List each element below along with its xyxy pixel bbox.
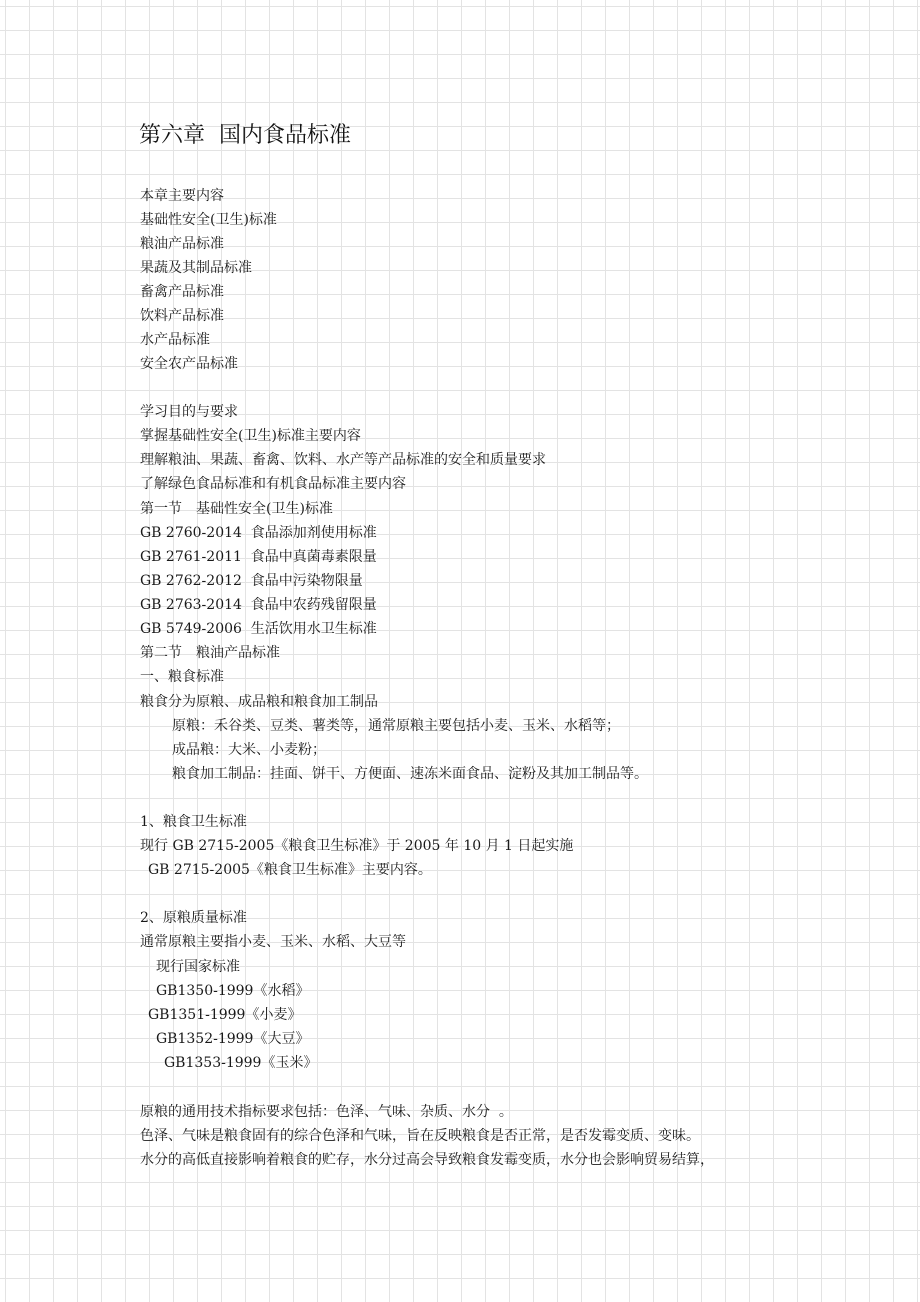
objective-item: 理解粮油、果蔬、畜禽、饮料、水产等产品标准的安全和质量要求: [140, 452, 546, 468]
standard-item: GB 2763-2014 食品中农药残留限量: [140, 597, 377, 613]
contents-item: 粮油产品标准: [140, 236, 224, 252]
contents-item: 水产品标准: [140, 332, 210, 348]
standard-item: GB1352-1999《大豆》: [156, 1031, 310, 1047]
standard-item: GB 2760-2014 食品添加剂使用标准: [140, 525, 377, 541]
standard-item: GB 2761-2011 食品中真菌毒素限量: [140, 549, 377, 565]
objective-item: 了解绿色食品标准和有机食品标准主要内容: [140, 476, 406, 492]
subsection-heading: 2、原粮质量标准: [140, 910, 247, 926]
section-heading-2: 第二节 粮油产品标准: [140, 645, 280, 661]
paragraph-line-indented: 原粮：禾谷类、豆类、薯类等，通常原粮主要包括小麦、玉米、水稻等；: [172, 718, 620, 734]
paragraph-line-indented: 现行国家标准: [156, 959, 240, 975]
paragraph-line: 粮食分为原粮、成品粮和粮食加工制品: [140, 694, 378, 710]
paragraph-line-indented: GB 2715-2005《粮食卫生标准》主要内容。: [148, 862, 432, 878]
standard-item: GB 5749-2006 生活饮用水卫生标准: [140, 621, 377, 637]
paragraph-line: 通常原粮主要指小麦、玉米、水稻、大豆等: [140, 934, 406, 950]
standard-item: GB1351-1999《小麦》: [148, 1007, 302, 1023]
contents-item: 安全农产品标准: [140, 356, 238, 372]
chapter-title: 第六章 国内食品标准: [139, 123, 351, 148]
paragraph-line: 原粮的通用技术指标要求包括：色泽、气味、杂质、水分 。: [140, 1104, 513, 1120]
objective-item: 掌握基础性安全(卫生)标准主要内容: [140, 428, 361, 444]
section-heading-objectives: 学习目的与要求: [140, 404, 238, 420]
subsection-heading: 一、粮食标准: [140, 669, 224, 685]
paragraph-line-indented: 粮食加工制品：挂面、饼干、方便面、速冻米面食品、淀粉及其加工制品等。: [172, 766, 648, 782]
paragraph-line: 现行 GB 2715-2005《粮食卫生标准》于 2005 年 10 月 1 日起实施: [140, 838, 574, 854]
standard-item: GB1350-1999《水稻》: [156, 983, 310, 999]
contents-item: 畜禽产品标准: [140, 284, 224, 300]
paragraph-line: 水分的高低直接影响着粮食的贮存，水分过高会导致粮食发霉变质，水分也会影响贸易结算，: [140, 1152, 714, 1168]
standard-item: GB 2762-2012 食品中污染物限量: [140, 573, 363, 589]
subsection-heading: 1、粮食卫生标准: [140, 814, 247, 830]
contents-item: 果蔬及其制品标准: [140, 260, 252, 276]
section-heading-contents: 本章主要内容: [140, 188, 224, 204]
paragraph-line: 色泽、气味是粮食固有的综合色泽和气味，旨在反映粮食是否正常，是否发霉变质、变味。: [140, 1128, 700, 1144]
contents-item: 饮料产品标准: [140, 308, 224, 324]
standard-item: GB1353-1999《玉米》: [164, 1055, 318, 1071]
contents-item: 基础性安全(卫生)标准: [140, 212, 277, 228]
section-heading-1: 第一节 基础性安全(卫生)标准: [140, 501, 333, 517]
paragraph-line-indented: 成品粮：大米、小麦粉；: [172, 742, 326, 758]
